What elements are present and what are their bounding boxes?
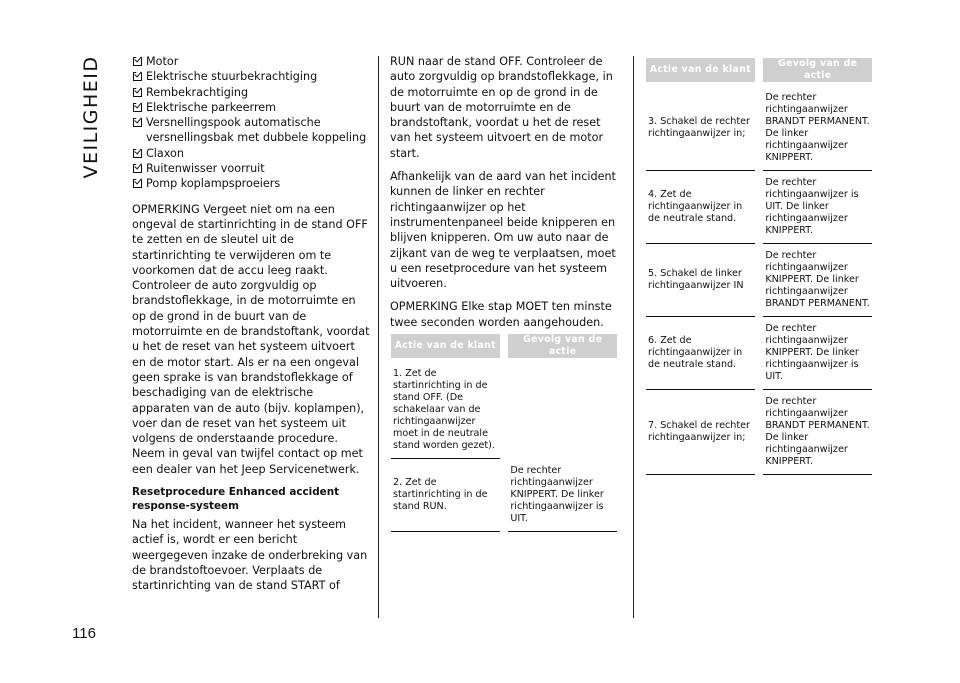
checklist-item: Motor [132, 54, 372, 69]
text-column-2 [390, 54, 622, 338]
checklist-item: Ruitenwisser voorruit [132, 161, 372, 176]
text-column-1 [132, 54, 372, 602]
section-title-text: VEILIGHEID [80, 55, 102, 179]
action-cell: 7. Schakel de rechter richtingaanwijzer in; [646, 390, 755, 475]
note-paragraph: OPMERKING Elke stap MOET ten minste twee seconden worden aangehouden. [390, 300, 612, 329]
action-cell: 4. Zet de richtingaanwijzer in de neutrale stand. [646, 171, 755, 244]
action-cell: 3. Schakel de rechter richtingaanwijzer in; [646, 82, 755, 171]
table-row [391, 358, 617, 459]
note-paragraph: OPMERKING Vergeet niet om na een ongeval de startinrichting in de stand OFF te zetten en de sleutel uit de startinrichting te verwijderen om te voorkomen dat de accu leeg raakt. Controleer de auto zorgvuldig op brandstoflekkage, in de motorruimte en op de grond in de buurt van de motorruimte en de brandstoftank, voordat u het de reset van het systeem uitvoert en de motor start. Als er na een ongeval geen sprake is van brandstoflekkage of beschadiging van de elektrische apparaten van de auto (bijv. koplampen), voer dan de reset van het systeem uit volgens de onderstaande procedure. Neem in geval van twijfel contact op met een dealer van het Jeep Servicenetwerk. [132, 202, 370, 476]
checklist-item: Claxon [132, 146, 372, 161]
result-cell: De rechter richtingaanwijzer KNIPPERT. De linker richtingaanwijzer BRANDT PERMANENT. [763, 244, 872, 317]
checkbox-icon [133, 57, 142, 66]
checkbox-icon [133, 88, 142, 97]
action-cell: 2. Zet de startinrichting in de stand RUN. [391, 459, 500, 532]
reset-heading: Resetprocedure Enhanced accident response-systeem [132, 486, 340, 513]
checklist-item: Elektrische parkeerrem [132, 100, 372, 115]
table-row [391, 459, 617, 532]
table-row [646, 171, 872, 244]
reset-steps-table-2 [646, 58, 872, 475]
checkbox-icon [133, 118, 142, 127]
result-cell: De rechter richtingaanwijzer BRANDT PERMANENT. De linker richtingaanwijzer KNIPPERT. [763, 390, 872, 475]
table-row [646, 82, 872, 171]
page-number: 116 [72, 625, 96, 642]
action-cell: 6. Zet de richtingaanwijzer in de neutrale stand. [646, 317, 755, 390]
paragraph: Afhankelijk van de aard van het incident kunnen de linker en rechter richtingaanwijzer op het instrumentenpaneel beide knipperen en blijven knipperen. Om uw auto naar de zijkant van de weg te verplaatsen, moet u een resetprocedure van het systeem uitvoeren. [390, 170, 616, 291]
checkbox-icon [133, 164, 142, 173]
header-action: Actie van de klant [391, 334, 500, 358]
checkbox-icon [133, 179, 142, 188]
reset-steps-table-1 [391, 334, 617, 532]
result-cell: De rechter richtingaanwijzer KNIPPERT. De linker richtingaanwijzer is UIT. [508, 459, 617, 532]
result-cell: De rechter richtingaanwijzer BRANDT PERMANENT. De linker richtingaanwijzer KNIPPERT. [763, 82, 872, 171]
checklist-item: Elektrische stuurbekrachtiging [132, 69, 372, 84]
table-row [646, 244, 872, 317]
header-result: Gevolg van de actie [508, 334, 617, 358]
checklist-item: Pomp koplampsproeiers [132, 176, 372, 191]
table-row [646, 317, 872, 390]
reset-paragraph: Na het incident, wanneer het systeem actief is, wordt er een bericht weergegeven inzake de onderbreking van de brandstoftoevoer. Verplaats de startinrichting van de stand START of [132, 518, 368, 593]
checkbox-icon [133, 103, 142, 112]
result-cell [508, 358, 617, 459]
table-row [646, 390, 872, 475]
result-cell: De rechter richtingaanwijzer KNIPPERT. De linker richtingaanwijzer is UIT. [763, 317, 872, 390]
result-cell: De rechter richtingaanwijzer is UIT. De linker richtingaanwijzer KNIPPERT. [763, 171, 872, 244]
checklist-item: Versnellingspook automatische versnellingsbak met dubbele koppeling [132, 115, 372, 146]
section-title [66, 48, 116, 186]
header-result: Gevolg van de actie [763, 58, 872, 82]
action-cell: 5. Schakel de linker richtingaanwijzer IN [646, 244, 755, 317]
paragraph: RUN naar de stand OFF. Controleer de auto zorgvuldig op brandstoflekkage, in de motorruimte en op de grond in de buurt van de motorruimte en de brandstoftank, voordat u het de reset van het systeem uitvoert en de motor start. [390, 55, 613, 160]
checklist-item: Rembekrachtiging [132, 85, 372, 100]
action-cell: 1. Zet de startinrichting in de stand OFF. (De schakelaar van de richtingaanwijzer moet in de neutrale stand worden gezet). [391, 358, 500, 459]
header-action: Actie van de klant [646, 58, 755, 82]
system-checklist [132, 54, 372, 192]
column-divider-1 [378, 56, 379, 618]
checkbox-icon [133, 149, 142, 158]
column-divider-2 [633, 56, 634, 618]
checkbox-icon [133, 72, 142, 81]
